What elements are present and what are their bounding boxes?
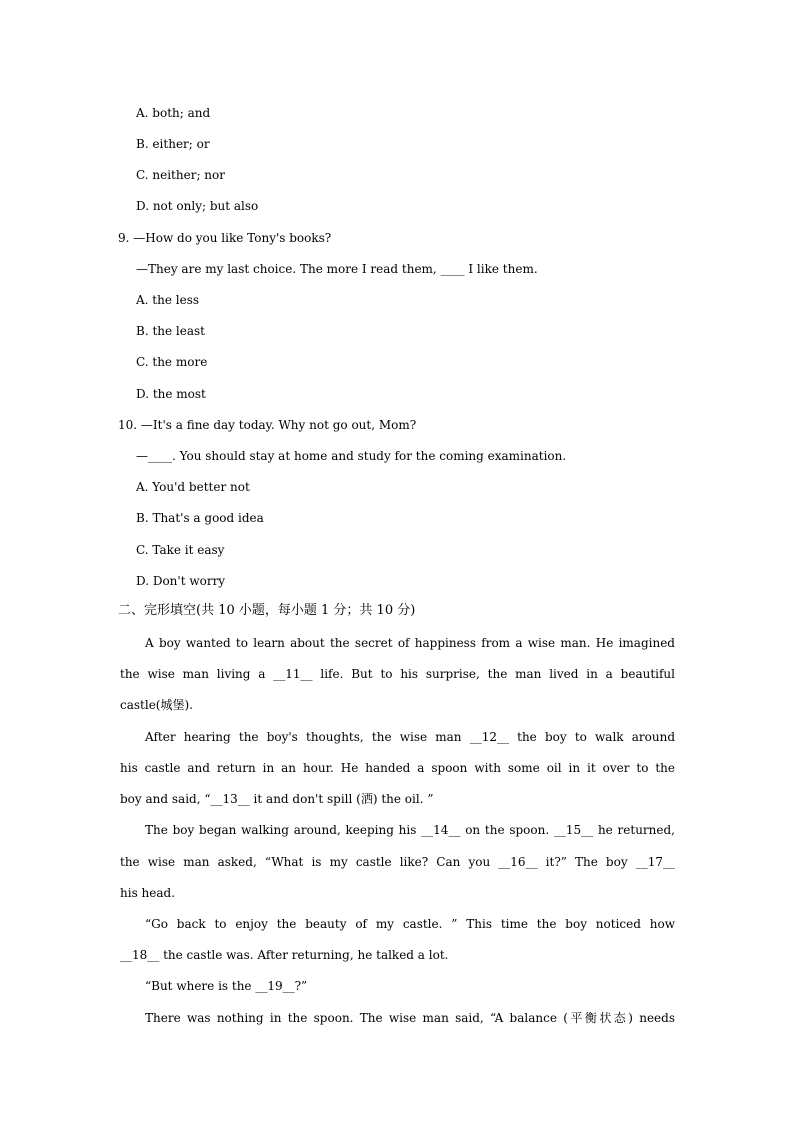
passage-line: There was nothing in the spoon. The wise man said, “A balance (平衡状态) needs (145, 1011, 675, 1025)
passage-line: “Go back to enjoy the beauty of my castle. ” This time the boy noticed how (145, 917, 675, 931)
q9-reply: —They are my last choice. The more I read them, ____ I like them. (136, 262, 538, 276)
q8-option-a: A. both; and (136, 106, 211, 120)
passage-line: The boy began walking around, keeping his __14__ on the spoon. __15__ he returned, (145, 823, 675, 837)
q10-option-d: D. Don't worry (136, 574, 226, 588)
q8-option-b: B. either; or (136, 137, 210, 151)
passage-line: __18__ the castle was. After returning, he talked a lot. (120, 948, 449, 962)
passage-line: the wise man living a __11__ life. But to his surprise, the man lived in a beautiful (120, 667, 675, 681)
q9-question: 9. —How do you like Tony's books? (118, 231, 332, 245)
passage-line: boy and said, “__13__ it and don't spill (洒) the oil. ” (120, 792, 434, 806)
passage-line: A boy wanted to learn about the secret of happiness from a wise man. He imagined (145, 636, 675, 650)
q9-option-b: B. the least (136, 324, 205, 338)
q9-option-c: C. the more (136, 355, 208, 369)
q9-option-a: A. the less (136, 293, 200, 307)
q8-option-d: D. not only; but also (136, 199, 259, 213)
section-heading: 二、完形填空(共 10 小题，每小题 1 分；共 10 分) (118, 603, 416, 618)
passage-line: his castle and return in an hour. He handed a spoon with some oil in it over to the (120, 761, 675, 775)
q8-option-c: C. neither; nor (136, 168, 225, 182)
passage-line: his head. (120, 886, 176, 900)
q10-question: 10. —It's a fine day today. Why not go out, Mom? (118, 418, 417, 432)
q10-option-c: C. Take it easy (136, 543, 225, 557)
q9-option-d: D. the most (136, 387, 206, 401)
passage-line: castle(城堡). (120, 698, 193, 712)
q10-option-a: A. You'd better not (136, 480, 250, 494)
passage-line: the wise man asked, “What is my castle like? Can you __16__ it?” The boy __17__ (120, 855, 675, 869)
q10-option-b: B. That's a good idea (136, 511, 264, 525)
q10-reply: —____. You should stay at home and study for the coming examination. (136, 449, 567, 463)
passage-line: After hearing the boy's thoughts, the wise man __12__ the boy to walk around (145, 730, 675, 744)
passage-line: “But where is the __19__?” (145, 979, 308, 993)
